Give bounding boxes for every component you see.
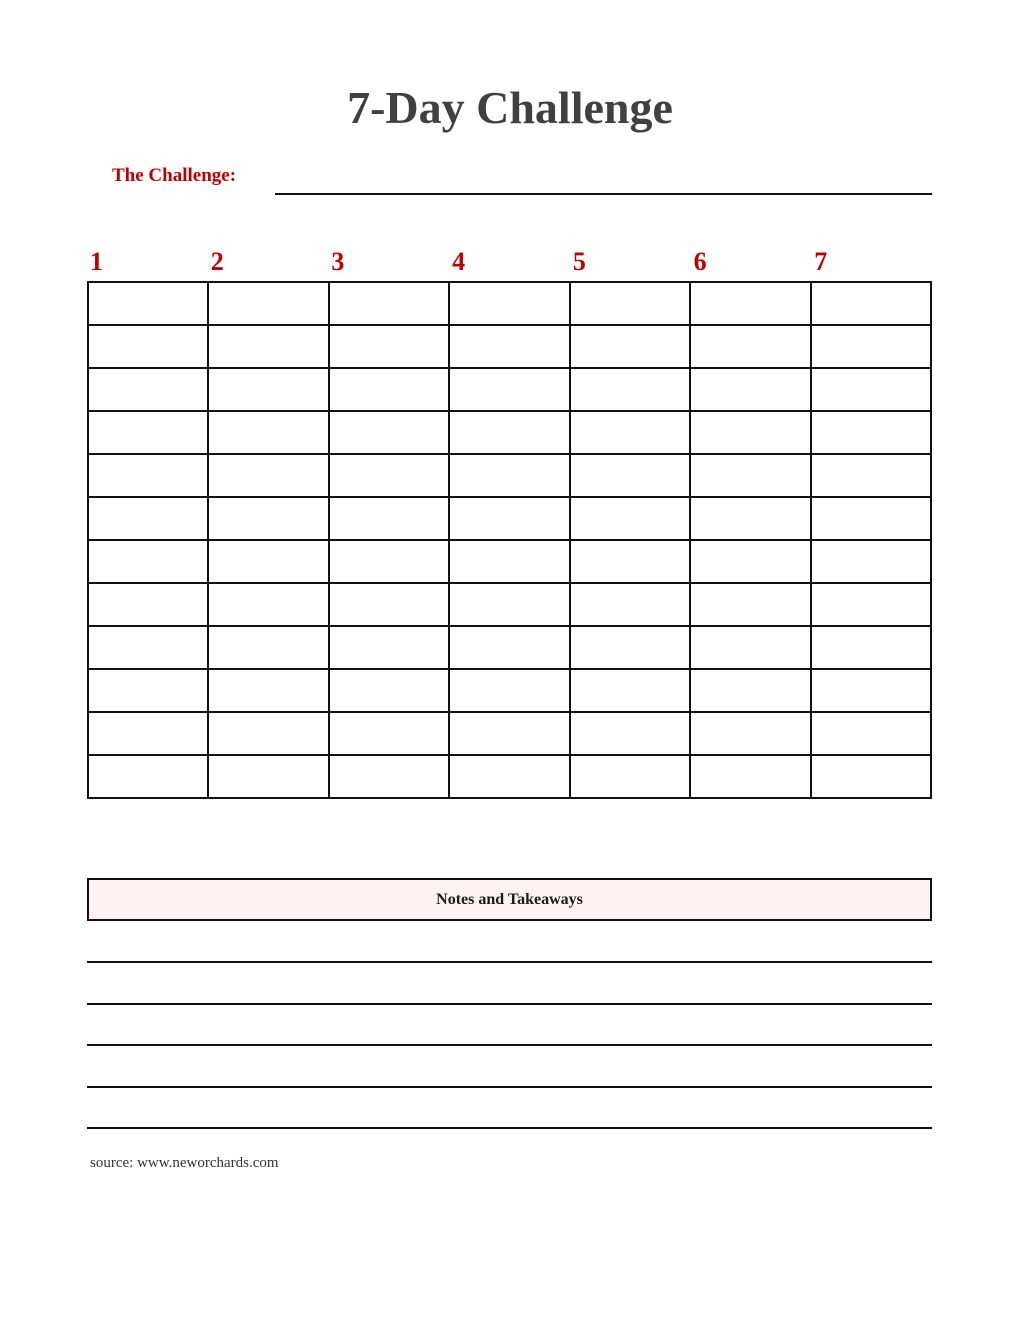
source-credit: source: www.neworchards.com — [90, 1155, 279, 1171]
grid-row — [88, 755, 931, 798]
grid-cell[interactable] — [208, 325, 328, 368]
grid-cell[interactable] — [208, 626, 328, 669]
grid-cell[interactable] — [570, 497, 690, 540]
grid-cell[interactable] — [570, 755, 690, 798]
grid-cell[interactable] — [449, 583, 569, 626]
grid-cell[interactable] — [690, 669, 810, 712]
challenge-grid — [87, 281, 932, 799]
grid-cell[interactable] — [329, 368, 449, 411]
grid-cell[interactable] — [88, 454, 208, 497]
page-title: 7-Day Challenge — [347, 82, 673, 133]
grid-cell[interactable] — [449, 626, 569, 669]
day-number-2: 2 — [210, 247, 224, 276]
grid-row — [88, 282, 931, 325]
grid-cell[interactable] — [570, 368, 690, 411]
notes-header: Notes and Takeaways — [87, 878, 932, 921]
grid-cell[interactable] — [811, 368, 931, 411]
grid-row — [88, 411, 931, 454]
grid-cell[interactable] — [570, 454, 690, 497]
grid-cell[interactable] — [811, 325, 931, 368]
grid-cell[interactable] — [811, 712, 931, 755]
grid-cell[interactable] — [570, 669, 690, 712]
grid-row — [88, 669, 931, 712]
grid-cell[interactable] — [690, 497, 810, 540]
grid-cell[interactable] — [570, 626, 690, 669]
day-number-6: 6 — [693, 247, 707, 276]
grid-cell[interactable] — [449, 712, 569, 755]
grid-row — [88, 325, 931, 368]
grid-cell[interactable] — [811, 626, 931, 669]
grid-cell[interactable] — [208, 540, 328, 583]
grid-cell[interactable] — [811, 282, 931, 325]
grid-cell[interactable] — [690, 626, 810, 669]
grid-cell[interactable] — [811, 669, 931, 712]
grid-cell[interactable] — [329, 712, 449, 755]
grid-cell[interactable] — [449, 325, 569, 368]
day-number-7: 7 — [814, 247, 828, 276]
grid-row — [88, 540, 931, 583]
grid-cell[interactable] — [208, 497, 328, 540]
grid-cell[interactable] — [449, 454, 569, 497]
grid-cell[interactable] — [329, 454, 449, 497]
day-number-1: 1 — [90, 247, 103, 276]
note-line[interactable] — [87, 961, 932, 963]
challenge-label: The Challenge: — [112, 165, 237, 186]
grid-cell[interactable] — [88, 325, 208, 368]
grid-cell[interactable] — [88, 626, 208, 669]
grid-cell[interactable] — [449, 282, 569, 325]
grid-cell[interactable] — [208, 282, 328, 325]
grid-cell[interactable] — [811, 411, 931, 454]
grid-cell[interactable] — [329, 325, 449, 368]
grid-row — [88, 583, 931, 626]
grid-cell[interactable] — [690, 411, 810, 454]
grid-cell[interactable] — [208, 712, 328, 755]
grid-cell[interactable] — [329, 411, 449, 454]
grid-cell[interactable] — [208, 411, 328, 454]
grid-cell[interactable] — [811, 540, 931, 583]
grid-cell[interactable] — [690, 755, 810, 798]
grid-cell[interactable] — [88, 669, 208, 712]
grid-cell[interactable] — [690, 540, 810, 583]
grid-cell[interactable] — [811, 497, 931, 540]
challenge-write-line[interactable] — [275, 193, 932, 195]
grid-row — [88, 454, 931, 497]
grid-cell[interactable] — [570, 325, 690, 368]
grid-cell[interactable] — [570, 411, 690, 454]
grid-cell[interactable] — [690, 583, 810, 626]
grid-cell[interactable] — [88, 497, 208, 540]
grid-cell[interactable] — [88, 583, 208, 626]
grid-cell[interactable] — [88, 282, 208, 325]
grid-cell[interactable] — [208, 454, 328, 497]
grid-cell[interactable] — [208, 368, 328, 411]
grid-cell[interactable] — [208, 755, 328, 798]
grid-cell[interactable] — [88, 755, 208, 798]
grid-cell[interactable] — [208, 583, 328, 626]
grid-cell[interactable] — [690, 454, 810, 497]
grid-cell[interactable] — [449, 411, 569, 454]
grid-cell[interactable] — [329, 540, 449, 583]
grid-cell[interactable] — [329, 282, 449, 325]
grid-cell[interactable] — [570, 282, 690, 325]
grid-cell[interactable] — [570, 583, 690, 626]
grid-cell[interactable] — [690, 712, 810, 755]
grid-cell[interactable] — [570, 540, 690, 583]
day-headers — [87, 244, 932, 280]
grid-cell[interactable] — [449, 669, 569, 712]
note-line[interactable] — [87, 1044, 932, 1046]
grid-row — [88, 368, 931, 411]
grid-cell[interactable] — [88, 368, 208, 411]
day-number-3: 3 — [331, 247, 345, 276]
note-line[interactable] — [87, 1127, 932, 1129]
grid-cell[interactable] — [449, 755, 569, 798]
grid-cell[interactable] — [329, 626, 449, 669]
grid-cell[interactable] — [690, 368, 810, 411]
grid-cell[interactable] — [449, 497, 569, 540]
grid-cell[interactable] — [690, 325, 810, 368]
grid-cell[interactable] — [329, 669, 449, 712]
grid-cell[interactable] — [329, 583, 449, 626]
grid-cell[interactable] — [329, 755, 449, 798]
grid-cell[interactable] — [811, 454, 931, 497]
grid-row — [88, 712, 931, 755]
day-number-4: 4 — [452, 247, 466, 276]
grid-cell[interactable] — [88, 411, 208, 454]
grid-row — [88, 497, 931, 540]
grid-cell[interactable] — [329, 497, 449, 540]
grid-cell[interactable] — [811, 755, 931, 798]
grid-cell[interactable] — [570, 712, 690, 755]
day-number-5: 5 — [572, 247, 586, 276]
note-line[interactable] — [87, 1086, 932, 1088]
grid-cell[interactable] — [88, 540, 208, 583]
grid-cell[interactable] — [208, 669, 328, 712]
grid-cell[interactable] — [88, 712, 208, 755]
grid-cell[interactable] — [690, 282, 810, 325]
grid-cell[interactable] — [449, 540, 569, 583]
grid-row — [88, 626, 931, 669]
note-line[interactable] — [87, 1003, 932, 1005]
grid-cell[interactable] — [811, 583, 931, 626]
grid-cell[interactable] — [449, 368, 569, 411]
